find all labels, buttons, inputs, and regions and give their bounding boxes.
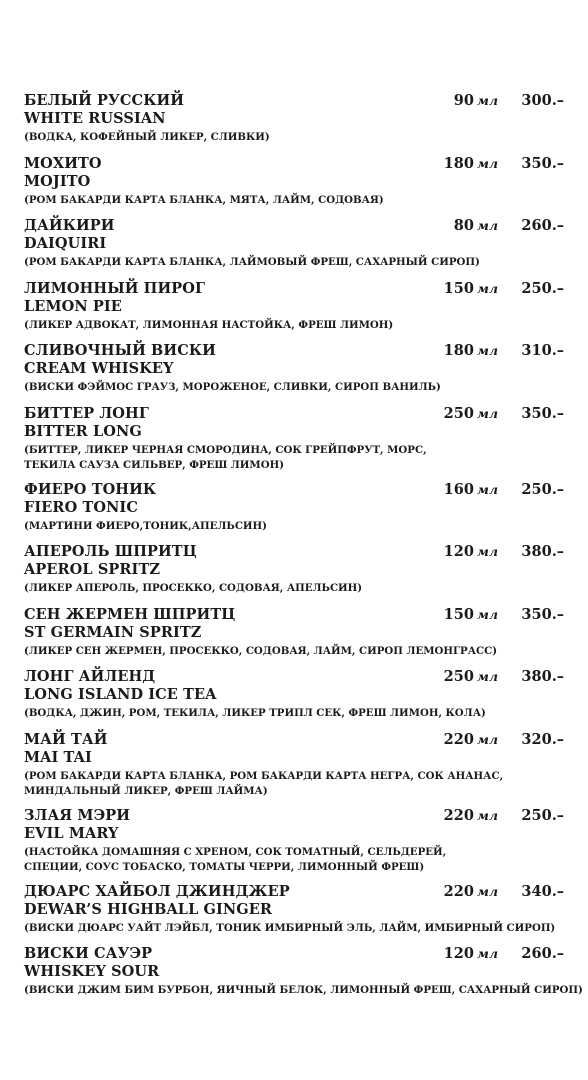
item-ingredients: (ЛИКЕР СЕН ЖЕРМЕН, ПРОСЕККО, СОДОВАЯ, ЛАЙМ, СИРОП ЛЕМОНГРАСС) [24,644,498,657]
item-ingredients: (ВИСКИ ДЮАРС УАЙТ ЛЭЙБЛ, ТОНИК ИМБИРНЫЙ ЭЛЬ, ЛАЙМ, ИМБИРНЫЙ СИРОП) [24,921,556,934]
item-price: 300.– [521,92,564,109]
item-name-en: WHITE RUSSIAN [24,110,166,127]
item-ingredients: (ВИСКИ ДЖИМ БИМ БУРБОН, ЯИЧНЫЙ БЕЛОК, ЛИМОННЫЙ ФРЕШ, САХАРНЫЙ СИРОП) [24,984,583,996]
menu-item [24,280,564,343]
item-name-en: FIERO TONIC [24,498,138,516]
menu-item [24,731,564,807]
menu-item [24,807,564,883]
cocktail-menu [24,92,583,1008]
item-price: 350.– [521,605,564,623]
item-name-en: DAIQUIRI [24,235,107,252]
item-ingredients: (ВИСКИ ФЭЙМОС ГРАУЗ, МОРОЖЕНОЕ, СЛИВКИ, СИРОП ВАНИЛЬ) [24,381,441,393]
item-volume: 180 мл [443,154,498,172]
item-name-ru: ВИСКИ САУЭР [24,945,153,962]
item-name-ru: ЛОНГ АЙЛЕНД [24,668,156,685]
item-volume: 90 мл [453,92,498,109]
item-price: 350.– [521,404,564,422]
item-price: 310.– [521,342,564,359]
item-name-ru: СЛИВОЧНЫЙ ВИСКИ [24,342,216,359]
item-price: 250.– [521,806,564,824]
item-volume: 220 мл [443,882,498,900]
item-volume: 120 мл [443,945,498,962]
item-ingredients: (ЛИКЕР АДВОКАТ, ЛИМОННАЯ НАСТОЙКА, ФРЕШ ЛИМОН) [24,318,394,331]
item-price: 250.– [521,279,564,297]
item-name-en: CREAM WHISKEY [24,360,174,377]
item-ingredients: (ЛИКЕР АПЕРОЛЬ, ПРОСЕККО, СОДОВАЯ, АПЕЛЬСИН) [24,582,363,594]
item-name-ru: БИТТЕР ЛОНГ [24,404,149,422]
menu-item [24,606,564,669]
item-name-en: APEROL SPRITZ [24,561,161,578]
item-volume: 150 мл [443,279,498,297]
item-price: 260.– [521,945,564,962]
item-volume: 180 мл [443,342,498,359]
item-name-en: LONG ISLAND ICE TEA [24,686,217,703]
item-volume: 150 мл [443,605,498,623]
item-name-en: DEWAR’S HIGHBALL GINGER [24,900,273,918]
item-ingredients: (ВОДКА, КОФЕЙНЫЙ ЛИКЕР, СЛИВКИ) [24,131,270,143]
item-volume: 120 мл [443,543,498,560]
item-name-en: BITTER LONG [24,422,142,440]
item-volume: 220 мл [443,730,498,748]
item-name-ru: ДАЙКИРИ [24,217,115,234]
item-volume: 250 мл [443,668,498,685]
item-volume: 80 мл [453,217,498,234]
item-name-en: EVIL MARY [24,824,119,842]
item-name-ru: МАЙ ТАЙ [24,730,108,748]
item-price: 380.– [521,668,564,685]
menu-item [24,155,564,218]
menu-item [24,342,564,405]
item-ingredients: (РОМ БАКАРДИ КАРТА БЛАНКА, МЯТА, ЛАЙМ, СОДОВАЯ) [24,193,384,206]
menu-item [24,92,564,155]
item-ingredients: (ВОДКА, ДЖИН, РОМ, ТЕКИЛА, ЛИКЕР ТРИПЛ СЕК, ФРЕШ ЛИМОН, КОЛА) [24,707,486,719]
item-price: 340.– [521,882,564,900]
item-name-en: MOJITO [24,172,91,190]
item-name-en: ST GERMAIN SPRITZ [24,623,202,641]
item-name-en: LEMON PIE [24,297,122,315]
item-name-ru: МОХИТО [24,154,102,172]
item-name-ru: СЕН ЖЕРМЕН ШПРИТЦ [24,605,236,623]
item-price: 380.– [521,543,564,560]
item-volume: 160 мл [443,480,498,498]
item-ingredients: (БИТТЕР, ЛИКЕР ЧЕРНАЯ СМОРОДИНА, СОК ГРЕЙПФРУТ, МОРС, ТЕКИЛА САУЗА СИЛЬВЕР, ФРЕШ ЛИМОН) [24,443,427,471]
item-ingredients: (РОМ БАКАРДИ КАРТА БЛАНКА, ЛАЙМОВЫЙ ФРЕШ, САХАРНЫЙ СИРОП) [24,256,480,268]
menu-item [24,543,564,606]
item-name-ru: АПЕРОЛЬ ШПРИТЦ [24,543,197,560]
item-name-ru: ФИЕРО ТОНИК [24,480,157,498]
menu-item [24,883,564,946]
item-price: 260.– [521,217,564,234]
item-name-ru: БЕЛЫЙ РУССКИЙ [24,92,185,109]
item-price: 320.– [521,730,564,748]
item-name-en: MAI TAI [24,748,92,766]
menu-item [24,945,583,1008]
menu-item [24,481,564,544]
item-ingredients: (РОМ БАКАРДИ КАРТА БЛАНКА, РОМ БАКАРДИ КАРТА НЕГРА, СОК АНАНАС, МИНДАЛЬНЫЙ ЛИКЕР, ФРЕШ ЛАЙМА) [24,769,504,797]
item-name-en: WHISKEY SOUR [24,963,160,980]
item-name-ru: ДЮАРС ХАЙБОЛ ДЖИНДЖЕР [24,882,290,900]
menu-item [24,668,564,731]
item-name-ru: ЗЛАЯ МЭРИ [24,806,131,824]
item-price: 250.– [521,480,564,498]
item-name-ru: ЛИМОННЫЙ ПИРОГ [24,279,206,297]
item-volume: 250 мл [443,404,498,422]
menu-item [24,217,564,280]
item-ingredients: (НАСТОЙКА ДОМАШНЯЯ С ХРЕНОМ, СОК ТОМАТНЫЙ, СЕЛЬДЕРЕЙ, СПЕЦИИ, СОУС ТОБАСКО, ТОМАТЫ ЧЕРРИ, ЛИМОННЫЙ ФРЕШ) [24,845,447,873]
item-volume: 220 мл [443,806,498,824]
menu-item [24,405,564,481]
item-ingredients: (МАРТИНИ ФИЕРО,ТОНИК,АПЕЛЬСИН) [24,519,267,532]
item-price: 350.– [521,154,564,172]
